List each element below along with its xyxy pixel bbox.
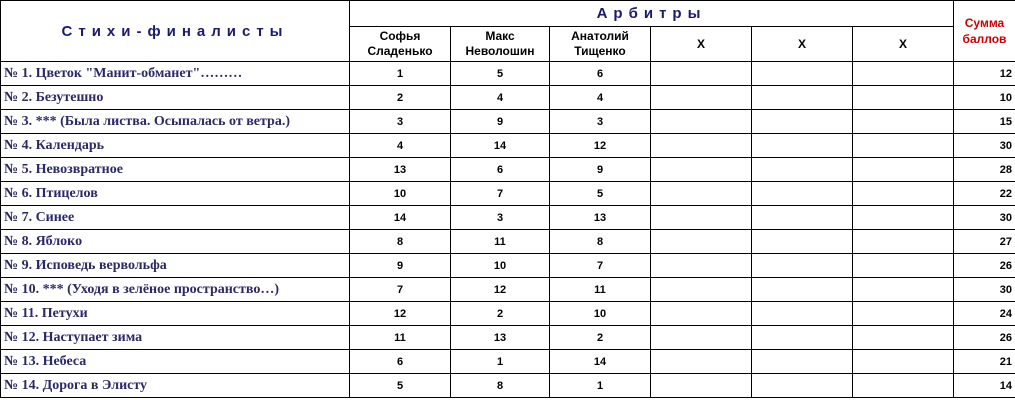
score-cell: 4 (350, 134, 451, 158)
total-score: 24 (954, 302, 1015, 326)
score-cell (853, 302, 954, 326)
score-cell (853, 278, 954, 302)
score-cell (651, 302, 752, 326)
poem-title: № 2. Безутешно (1, 86, 350, 110)
score-cell: 11 (451, 230, 550, 254)
poem-row (1, 278, 1015, 302)
score-cell (853, 350, 954, 374)
poem-title: № 10. *** (Уходя в зелёное пространство…) (1, 278, 350, 302)
poem-row (1, 182, 1015, 206)
score-cell (651, 278, 752, 302)
score-cell (651, 158, 752, 182)
judge-header: Анатолий Тищенко (550, 27, 651, 62)
poem-title: № 12. Наступает зима (1, 326, 350, 350)
score-cell: 8 (451, 374, 550, 398)
score-cell: 2 (550, 326, 651, 350)
score-cell: 8 (550, 230, 651, 254)
score-cell: 5 (550, 182, 651, 206)
poem-title: № 3. *** (Была листва. Осыпалась от ветра.) (1, 110, 350, 134)
score-cell (651, 86, 752, 110)
score-cell (853, 254, 954, 278)
score-cell: 7 (550, 254, 651, 278)
poem-title: № 5. Невозвратное (1, 158, 350, 182)
score-cell (752, 134, 853, 158)
poem-title: № 4. Календарь (1, 134, 350, 158)
score-cell: 5 (350, 374, 451, 398)
score-cell: 8 (350, 230, 451, 254)
score-cell: 12 (350, 302, 451, 326)
poem-row (1, 134, 1015, 158)
score-cell: 2 (350, 86, 451, 110)
score-cell: 10 (451, 254, 550, 278)
score-cell (752, 326, 853, 350)
score-cell: 12 (451, 278, 550, 302)
score-cell: 11 (350, 326, 451, 350)
score-cell (752, 206, 853, 230)
score-cell: 1 (451, 350, 550, 374)
score-cell: 4 (451, 86, 550, 110)
score-cell: 3 (350, 110, 451, 134)
score-cell (651, 230, 752, 254)
score-cell: 3 (451, 206, 550, 230)
poem-row (1, 326, 1015, 350)
arbiters-header: Арбитры (350, 1, 954, 27)
poem-title: № 9. Исповедь вервольфа (1, 254, 350, 278)
score-cell (853, 326, 954, 350)
poem-row (1, 230, 1015, 254)
score-cell (752, 350, 853, 374)
score-cell (651, 134, 752, 158)
score-cell (651, 62, 752, 86)
score-cell: 9 (550, 158, 651, 182)
score-cell: 7 (350, 278, 451, 302)
poem-title: № 7. Синее (1, 206, 350, 230)
score-cell: 6 (550, 62, 651, 86)
score-cell: 14 (451, 134, 550, 158)
judge-header: Макс Неволошин (451, 27, 550, 62)
score-cell: 13 (451, 326, 550, 350)
score-cell: 14 (550, 350, 651, 374)
score-cell (651, 374, 752, 398)
poem-row (1, 110, 1015, 134)
poem-row (1, 158, 1015, 182)
score-cell (752, 86, 853, 110)
sum-header: Сумма баллов (954, 1, 1015, 62)
total-score: 14 (954, 374, 1015, 398)
total-score: 12 (954, 62, 1015, 86)
poem-row (1, 86, 1015, 110)
score-cell: 14 (350, 206, 451, 230)
score-cell (651, 182, 752, 206)
poem-row (1, 374, 1015, 398)
score-cell: 13 (550, 206, 651, 230)
total-score: 26 (954, 254, 1015, 278)
score-cell (752, 302, 853, 326)
poems-header: Стихи-финалисты (1, 1, 350, 62)
poem-row (1, 206, 1015, 230)
total-score: 27 (954, 230, 1015, 254)
poem-row (1, 62, 1015, 86)
total-score: 28 (954, 158, 1015, 182)
score-cell (853, 206, 954, 230)
total-score: 10 (954, 86, 1015, 110)
score-cell (651, 110, 752, 134)
score-cell (853, 110, 954, 134)
score-cell (651, 206, 752, 230)
score-cell: 9 (451, 110, 550, 134)
score-cell (752, 110, 853, 134)
score-cell: 12 (550, 134, 651, 158)
score-cell (651, 326, 752, 350)
score-cell: 13 (350, 158, 451, 182)
score-cell: 10 (350, 182, 451, 206)
score-cell: 6 (451, 158, 550, 182)
score-cell (853, 182, 954, 206)
total-score: 30 (954, 206, 1015, 230)
score-cell (752, 254, 853, 278)
score-cell (853, 230, 954, 254)
score-cell: 6 (350, 350, 451, 374)
score-cell (853, 134, 954, 158)
total-score: 22 (954, 182, 1015, 206)
score-cell: 9 (350, 254, 451, 278)
judge-header: Софья Сладенько (350, 27, 451, 62)
poem-row (1, 350, 1015, 374)
poem-title: № 14. Дорога в Элисту (1, 374, 350, 398)
score-cell (853, 86, 954, 110)
score-cell: 3 (550, 110, 651, 134)
score-cell (853, 158, 954, 182)
score-cell: 5 (451, 62, 550, 86)
score-cell (752, 158, 853, 182)
poem-title: № 6. Птицелов (1, 182, 350, 206)
score-cell: 11 (550, 278, 651, 302)
score-cell (752, 182, 853, 206)
poem-row (1, 254, 1015, 278)
total-score: 26 (954, 326, 1015, 350)
score-cell: 7 (451, 182, 550, 206)
score-cell (752, 230, 853, 254)
judge-header: Х (752, 27, 853, 62)
score-cell: 2 (451, 302, 550, 326)
poem-title: № 13. Небеса (1, 350, 350, 374)
total-score: 30 (954, 134, 1015, 158)
score-cell (752, 62, 853, 86)
judge-header: Х (651, 27, 752, 62)
total-score: 21 (954, 350, 1015, 374)
poem-title: № 1. Цветок "Манит-обманет"……… (1, 62, 350, 86)
score-cell (752, 374, 853, 398)
score-cell (853, 62, 954, 86)
score-cell (853, 374, 954, 398)
score-cell (651, 350, 752, 374)
score-cell (752, 278, 853, 302)
judge-header: Х (853, 27, 954, 62)
poem-title: № 8. Яблоко (1, 230, 350, 254)
score-cell: 1 (350, 62, 451, 86)
score-cell (651, 254, 752, 278)
score-cell: 1 (550, 374, 651, 398)
poem-row (1, 302, 1015, 326)
score-cell: 10 (550, 302, 651, 326)
poem-title: № 11. Петухи (1, 302, 350, 326)
score-cell: 4 (550, 86, 651, 110)
total-score: 15 (954, 110, 1015, 134)
total-score: 30 (954, 278, 1015, 302)
